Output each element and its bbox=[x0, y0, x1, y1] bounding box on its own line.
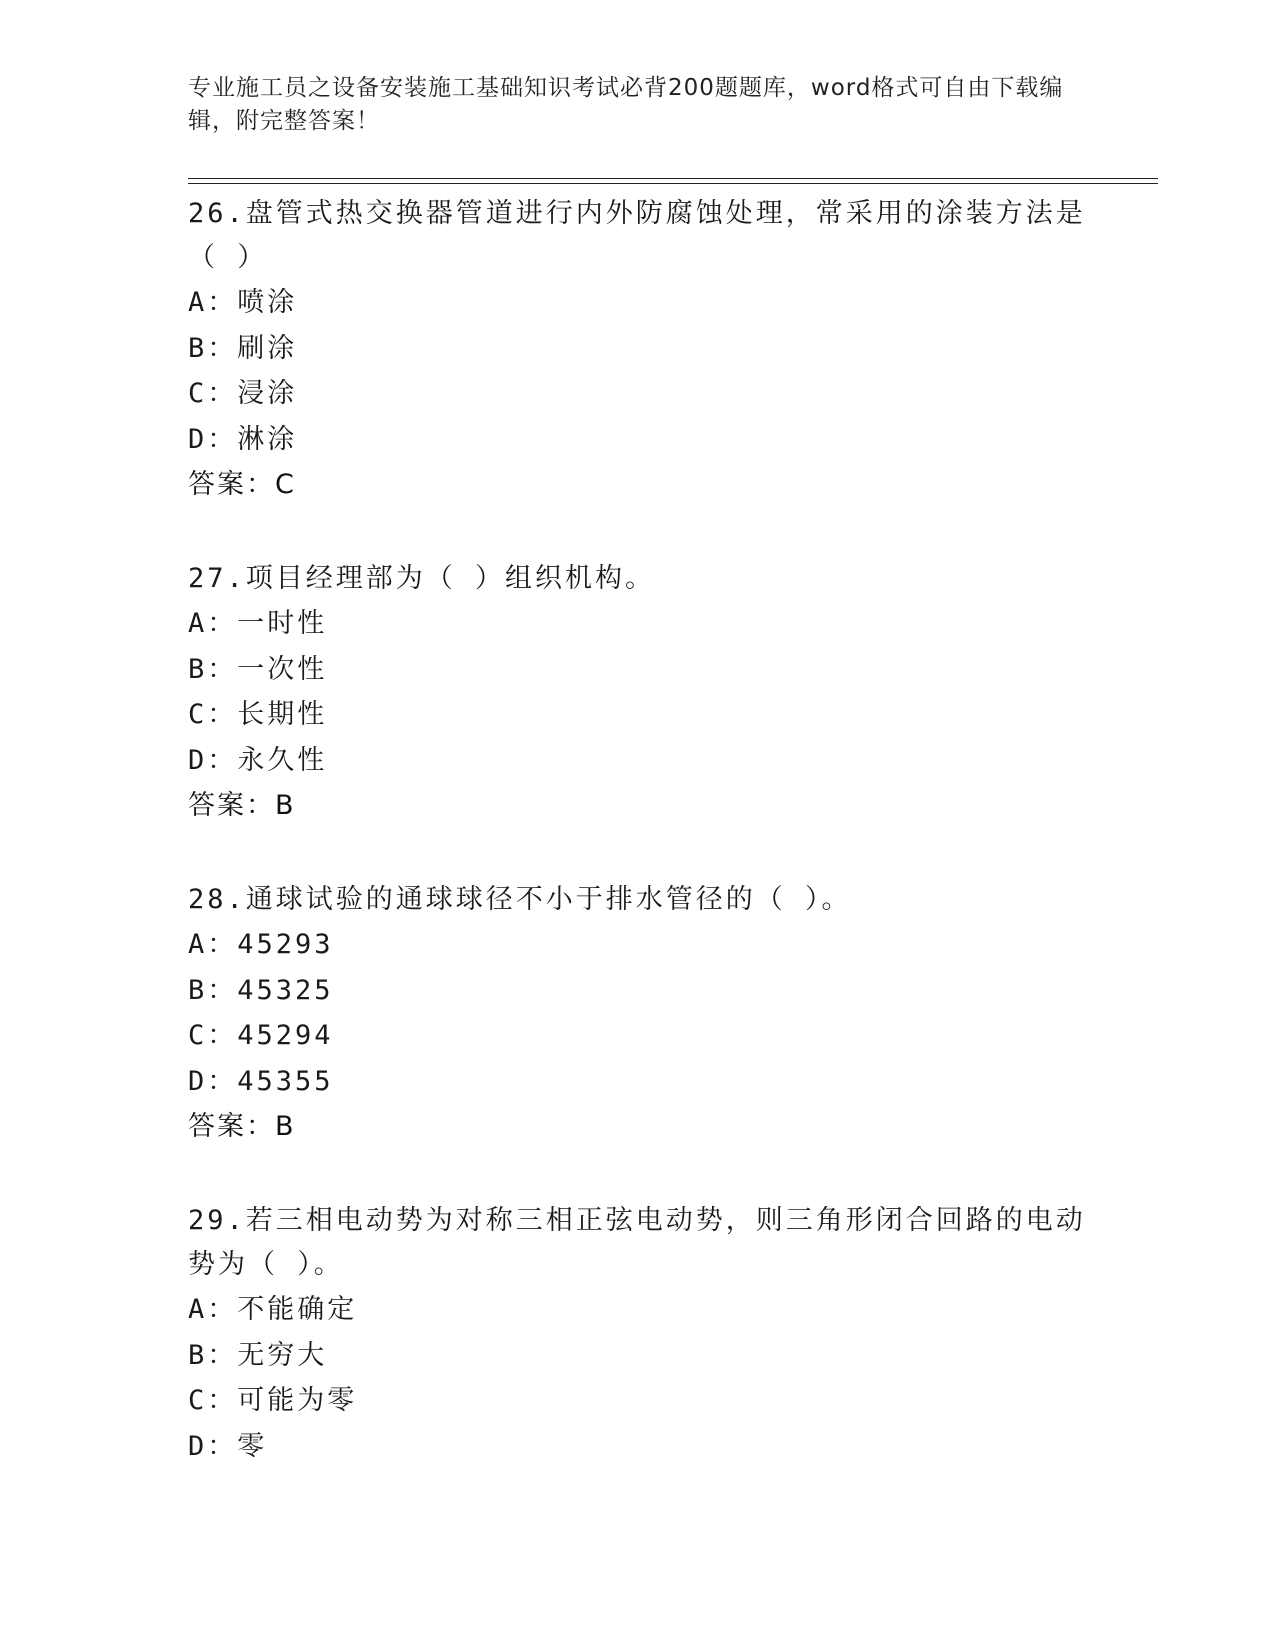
question-28 bbox=[188, 876, 1088, 1149]
question-text: 26.盘管式热交换器管道进行内外防腐蚀处理，常采用的涂装方法是（ ） bbox=[188, 198, 1086, 273]
option-c: C：可能为零 bbox=[188, 1385, 358, 1416]
option-b: B：无穷大 bbox=[188, 1339, 328, 1371]
option-b: B：一次性 bbox=[188, 653, 328, 685]
question-29 bbox=[188, 1197, 1088, 1469]
option-d: D：淋涂 bbox=[188, 423, 298, 455]
question-26 bbox=[188, 190, 1088, 507]
answer-text: 答案：C bbox=[188, 469, 296, 500]
option-d: D：45355 bbox=[188, 1065, 334, 1097]
question-text: 29.若三相电动势为对称三相正弦电动势，则三角形闭合回路的电动势为（ ）。 bbox=[188, 1205, 1086, 1280]
option-c: C：45294 bbox=[188, 1020, 334, 1051]
answer-text: 答案：B bbox=[188, 1111, 296, 1142]
option-c: C：浸涂 bbox=[188, 378, 298, 409]
page-header: 专业施工员之设备安装施工基础知识考试必背200题题库，word格式可自由下载编辑，附完整答案！ bbox=[188, 75, 1064, 134]
question-text: 28.通球试验的通球球径不小于排水管径的（ ）。 bbox=[188, 884, 852, 915]
question-text: 27.项目经理部为（ ）组织机构。 bbox=[188, 563, 656, 594]
option-a: A：喷涂 bbox=[188, 287, 298, 318]
question-27 bbox=[188, 555, 1088, 828]
option-c: C：长期性 bbox=[188, 699, 328, 730]
question-list bbox=[188, 190, 1088, 1517]
option-d: D：永久性 bbox=[188, 744, 328, 776]
option-a: A：一时性 bbox=[188, 608, 328, 639]
option-a: A：不能确定 bbox=[188, 1294, 358, 1325]
option-a: A：45293 bbox=[188, 929, 334, 960]
header-divider-top bbox=[188, 178, 1158, 179]
header-divider-bottom bbox=[188, 183, 1158, 184]
option-d: D：零 bbox=[188, 1430, 268, 1462]
answer-text: 答案：B bbox=[188, 790, 296, 821]
option-b: B：刷涂 bbox=[188, 332, 298, 364]
option-b: B：45325 bbox=[188, 974, 334, 1006]
